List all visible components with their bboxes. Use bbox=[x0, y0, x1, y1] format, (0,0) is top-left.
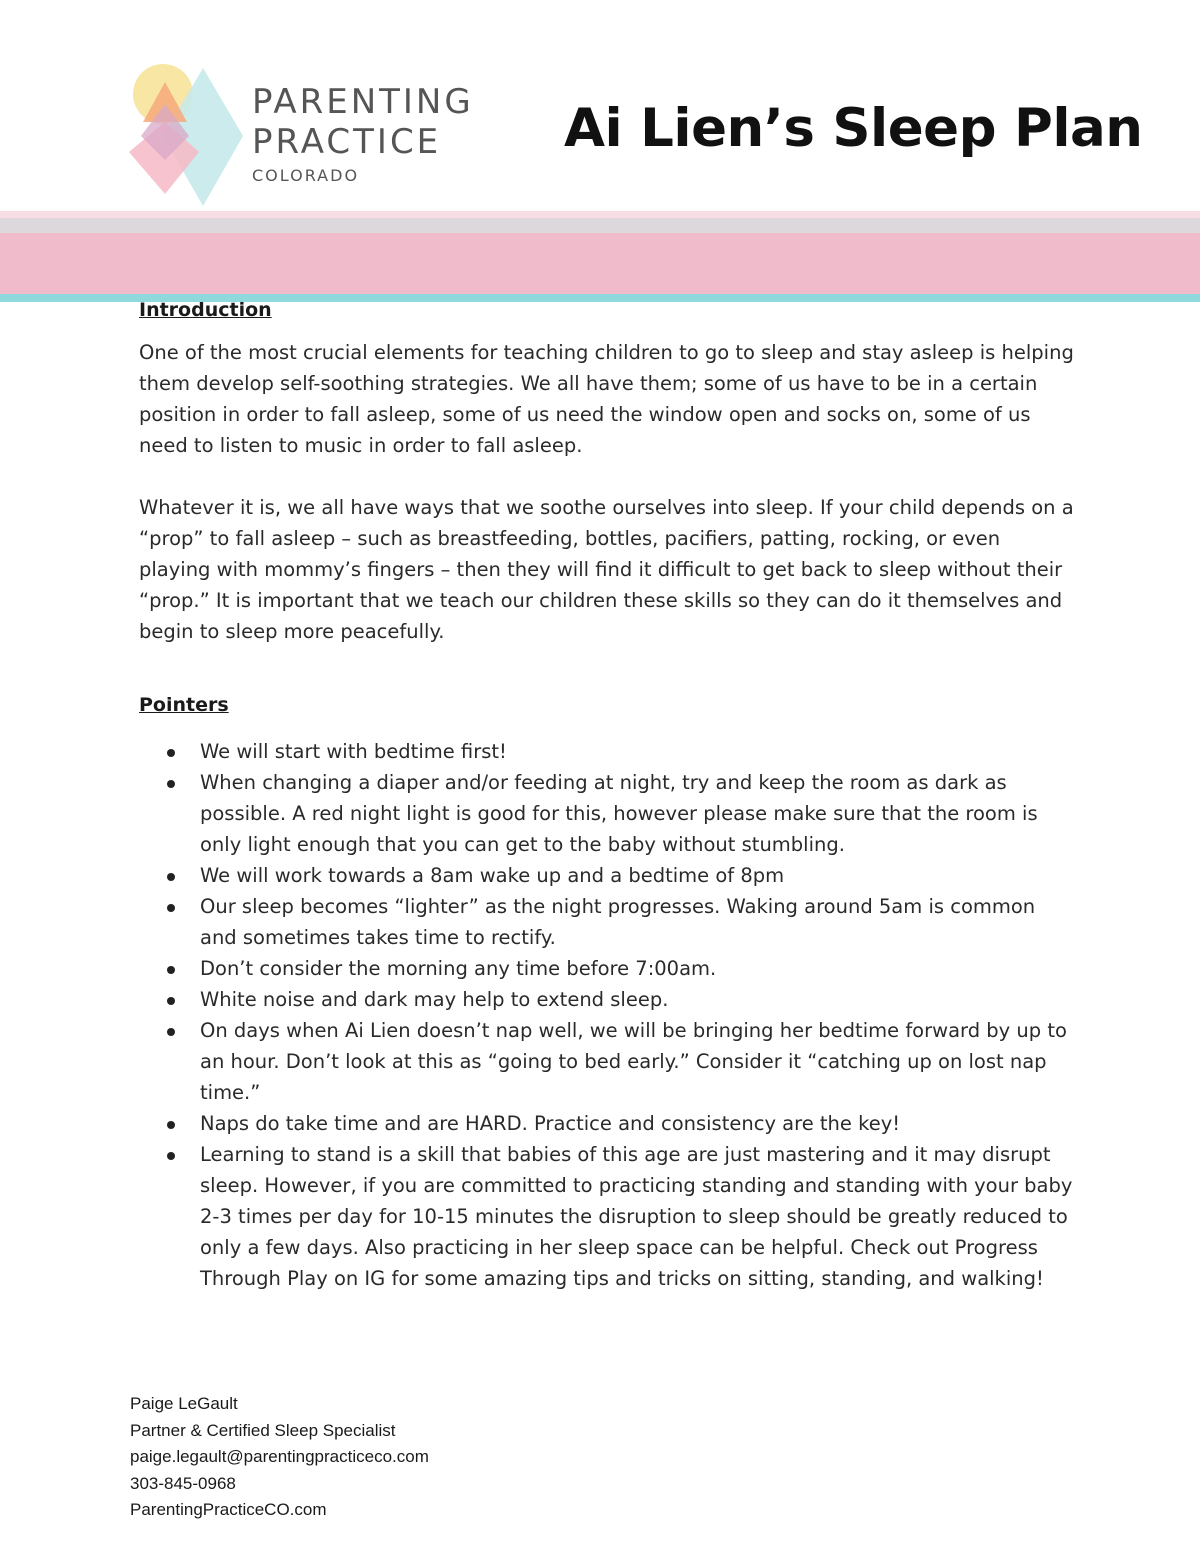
brand-name-line1: PARENTING bbox=[252, 82, 474, 122]
contact-role: Partner & Certified Sleep Specialist bbox=[130, 1420, 396, 1440]
brand-location: COLORADO bbox=[252, 166, 360, 185]
list-item bbox=[139, 1108, 1074, 1139]
list-item bbox=[139, 1015, 1074, 1108]
introduction-heading: Introduction bbox=[139, 299, 272, 321]
pointers-heading: Pointers bbox=[139, 694, 229, 716]
bullet-icon bbox=[167, 997, 175, 1005]
bullet-icon bbox=[167, 904, 175, 912]
list-item-text: We will start with bedtime first! bbox=[200, 740, 507, 763]
header-band-gray bbox=[0, 218, 1200, 233]
document-body bbox=[139, 298, 1074, 1294]
list-item-text: We will work towards a 8am wake up and a bedtime of 8pm bbox=[200, 864, 785, 887]
bullet-icon bbox=[167, 1121, 175, 1129]
header-band-pink bbox=[0, 233, 1200, 294]
contact-name: Paige LeGault bbox=[130, 1394, 238, 1413]
list-item bbox=[139, 1139, 1074, 1294]
bullet-icon bbox=[167, 966, 175, 974]
list-item-text: Our sleep becomes “lighter” as the night progresses. Waking around 5am is common and sometimes takes time to rectify. bbox=[200, 895, 1036, 949]
brand-name-line2: PRACTICE bbox=[252, 122, 442, 162]
list-item-text: Learning to stand is a skill that babies of this age are just mastering and it may disrupt sleep. However, if you are committed to practicing standing and standing with your baby 2-3 times per day for 10-15 minutes the disruption to sleep should be greatly reduced to only a few days. Also practicing in her sleep space can be helpful. Check out Progress Through Play on IG for some amazing tips and tricks on sitting, standing, and walking! bbox=[200, 1143, 1073, 1290]
list-item bbox=[139, 891, 1074, 953]
list-item-text: On days when Ai Lien doesn’t nap well, we will be bringing her bedtime forward by up to an hour. Don’t look at this as “going to bed early.” Consider it “catching up on lost nap time.” bbox=[200, 1019, 1067, 1104]
list-item bbox=[139, 984, 1074, 1015]
contact-email-link[interactable]: paige.legault@parentingpracticeco.com bbox=[130, 1447, 429, 1466]
bullet-icon bbox=[167, 1028, 175, 1036]
list-item bbox=[139, 767, 1074, 860]
bullet-icon bbox=[167, 1152, 175, 1160]
contact-phone: 303-845-0968 bbox=[130, 1473, 236, 1493]
bullet-icon bbox=[167, 749, 175, 757]
contact-website-link[interactable]: ParentingPracticeCO.com bbox=[130, 1500, 327, 1519]
pointers-list bbox=[139, 736, 1074, 1294]
parenting-practice-logo bbox=[125, 64, 247, 210]
contact-footer bbox=[130, 1391, 429, 1524]
list-item bbox=[139, 953, 1074, 984]
introduction-paragraph: One of the most crucial elements for teaching children to go to sleep and stay asleep is helping them develop self-soothing strategies. We all have them; some of us have to be in a certain position in order to fall asleep, some of us need the window open and socks on, some of us need to listen to music in order to fall asleep. bbox=[139, 341, 1074, 457]
page-title: Ai Lien’s Sleep Plan bbox=[564, 98, 1143, 159]
bullet-icon bbox=[167, 873, 175, 881]
list-item bbox=[139, 736, 1074, 767]
introduction-paragraph: Whatever it is, we all have ways that we soothe ourselves into sleep. If your child depends on a “prop” to fall asleep – such as breastfeeding, bottles, pacifiers, patting, rocking, or even playing with mommy’s fingers – then they will find it difficult to get back to sleep without their “prop.” It is important that we teach our children these skills so they can do it themselves and begin to sleep more peacefully. bbox=[139, 496, 1074, 643]
list-item-text: Don’t consider the morning any time before 7:00am. bbox=[200, 957, 717, 980]
header-band-light-pink bbox=[0, 211, 1200, 218]
list-item-text: When changing a diaper and/or feeding at night, try and keep the room as dark as possible. A red night light is good for this, however please make sure that the room is only light enough that you can get to the baby without stumbling. bbox=[200, 771, 1038, 856]
list-item bbox=[139, 860, 1074, 891]
bullet-icon bbox=[167, 780, 175, 788]
list-item-text: White noise and dark may help to extend sleep. bbox=[200, 988, 669, 1011]
list-item-text: Naps do take time and are HARD. Practice and consistency are the key! bbox=[200, 1112, 901, 1135]
